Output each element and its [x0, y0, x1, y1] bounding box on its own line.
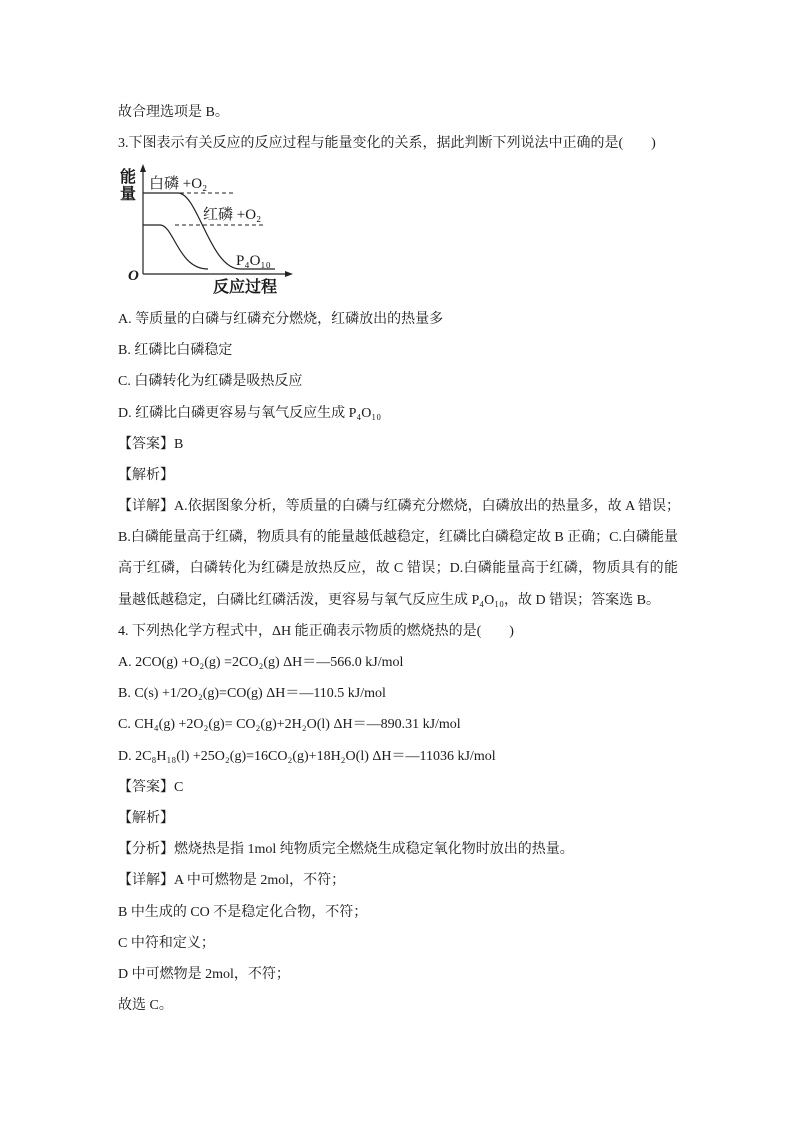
- q3-option-d: D. 红磷比白磷更容易与氧气反应生成 P₄O₁₀: [118, 405, 382, 421]
- q4-conclusion: 故选 C。: [118, 998, 173, 1014]
- red-phosphorus-label: 红磷 +O₂: [203, 207, 262, 224]
- y-axis-arrow: [140, 164, 146, 172]
- q4-option-d: D. 2C₈H₁₈(l) +25O₂(g)=16CO₂(g)+18H₂O(l) ΔH＝—11036 kJ/mol: [118, 748, 496, 764]
- y-axis-label-bottom: 量: [120, 186, 137, 204]
- white-phosphorus-label: 白磷 +O₂: [149, 176, 208, 193]
- energy-diagram: [118, 159, 678, 304]
- prev-question-conclusion: 故合理选项是 B。: [118, 105, 229, 120]
- q4-detail-line-1: 【详解】A 中可燃物是 2mol，不符；: [118, 873, 346, 889]
- q3-stem: 3.下图表示有关反应的反应过程与能量变化的关系，据此判断下列说法中正确的是( ): [118, 136, 656, 152]
- q4-option-a: A. 2CO(g) +O₂(g) =2CO₂(g) ΔH＝—566.0 kJ/mol: [118, 655, 404, 671]
- q3-answer: 【答案】B: [118, 436, 184, 452]
- q3-option-a: A. 等质量的白磷与红磷充分燃烧，红磷放出的热量多: [118, 311, 444, 327]
- q3-detail-line-1: 【详解】A.依据图象分析，等质量的白磷与红磷充分燃烧，白磷放出的热量多，故 A 错误；: [118, 499, 680, 515]
- origin-label: O: [128, 268, 139, 285]
- q4-answer: 【答案】C: [118, 779, 184, 795]
- q4-stem: 4. 下列热化学方程式中，ΔH 能正确表示物质的燃烧热的是( ): [118, 623, 514, 639]
- q4-analysis-heading: 【解析】: [118, 810, 174, 826]
- q4-analysis: 【分析】燃烧热是指 1mol 纯物质完全燃烧生成稳定氧化物时放出的热量。: [118, 842, 574, 858]
- red-phosphorus-curve: [143, 225, 208, 269]
- document-body: [118, 97, 678, 1021]
- q3-option-b: B. 红磷比白磷稳定: [118, 343, 233, 359]
- q4-detail-line-2: B 中生成的 CO 不是稳定化合物，不符；: [118, 904, 368, 920]
- product-label: P₄O₁₀: [236, 253, 271, 270]
- q3-detail-line-2: B.白磷能量高于红磷，物质具有的能量越低越稳定，红磷比白磷稳定故 B 正确；C.白磷能量: [118, 530, 679, 546]
- q3-detail-line-4: 量越低越稳定，白磷比红磷活泼，更容易与氧气反应生成 P₄O₁₀，故 D 错误；答案选 B。: [118, 592, 660, 608]
- q4-detail-line-3: C 中符和定义；: [118, 935, 215, 951]
- energy-diagram-svg: [118, 159, 298, 304]
- q3-option-c: C. 白磷转化为红磷是吸热反应: [118, 374, 303, 390]
- q4-option-c: C. CH₄(g) +2O₂(g)= CO₂(g)+2H₂O(l) ΔH＝—890.31 kJ/mol: [118, 717, 461, 733]
- q3-analysis-heading: 【解析】: [118, 467, 174, 483]
- y-axis-label-top: 能: [120, 169, 137, 187]
- q4-detail-line-4: D 中可燃物是 2mol，不符；: [118, 966, 290, 982]
- q4-option-b: B. C(s) +1/2O₂(g)=CO(g) ΔH＝—110.5 kJ/mol: [118, 686, 386, 702]
- q3-detail-line-3: 高于红磷，白磷转化为红磷是放热反应，故 C 错误；D.白磷能量高于红磷，物质具有的能: [118, 561, 678, 577]
- x-axis-arrow: [285, 271, 293, 277]
- x-axis-label: 反应过程: [213, 279, 278, 297]
